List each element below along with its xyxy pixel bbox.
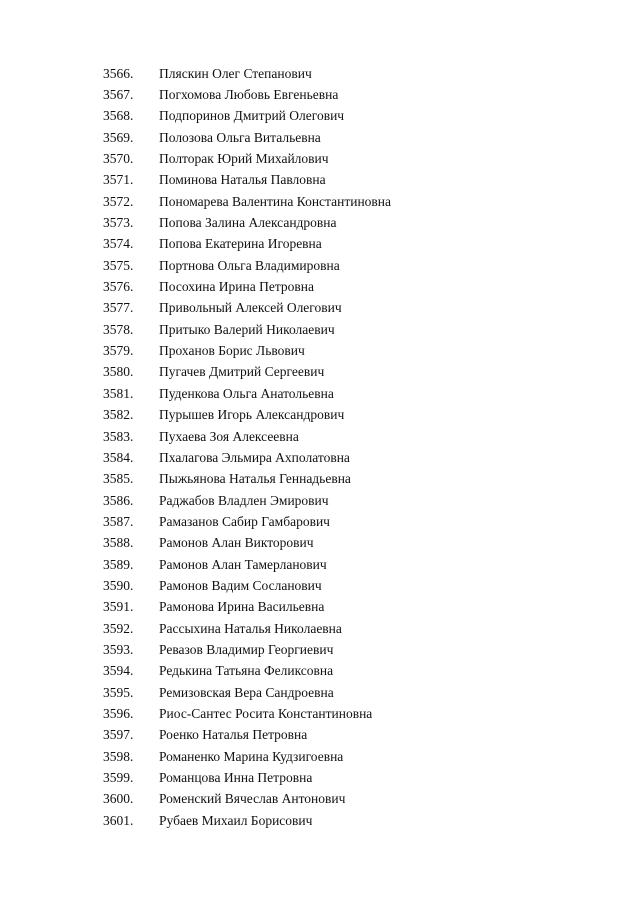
entry-number: 3573. (103, 215, 134, 231)
list-item (0, 106, 640, 127)
entry-number: 3584. (103, 449, 134, 465)
entry-number: 3580. (103, 364, 134, 380)
numbered-name-list (0, 63, 640, 831)
list-item (0, 490, 640, 511)
list-item (0, 725, 640, 746)
list-item (0, 661, 640, 682)
entry-number: 3589. (103, 556, 134, 572)
list-item (0, 533, 640, 554)
entry-name: Ремизовская Вера Сандроевна (159, 684, 334, 700)
list-item (0, 255, 640, 276)
entry-name: Поминова Наталья Павловна (159, 172, 326, 188)
entry-name: Пляскин Олег Степанович (159, 65, 312, 81)
entry-name: Пухаева Зоя Алексеевна (159, 428, 299, 444)
entry-name: Рамонов Алан Тамерланович (159, 556, 327, 572)
entry-number: 3592. (103, 620, 134, 636)
list-item (0, 148, 640, 169)
entry-number: 3596. (103, 705, 134, 721)
list-item (0, 682, 640, 703)
entry-number: 3581. (103, 385, 134, 401)
entry-number: 3571. (103, 172, 134, 188)
entry-number: 3590. (103, 577, 134, 593)
entry-number: 3601. (103, 812, 134, 828)
entry-name: Рассыхина Наталья Николаевна (159, 620, 342, 636)
list-item (0, 340, 640, 361)
entry-number: 3585. (103, 471, 134, 487)
list-item (0, 298, 640, 319)
entry-number: 3587. (103, 513, 134, 529)
entry-name: Проханов Борис Львович (159, 343, 305, 359)
list-item (0, 789, 640, 810)
list-item (0, 746, 640, 767)
entry-name: Рамонова Ирина Васильевна (159, 599, 325, 615)
entry-name: Погхомова Любовь Евгеньевна (159, 87, 339, 103)
entry-number: 3569. (103, 129, 134, 145)
entry-name: Романцова Инна Петровна (159, 770, 313, 786)
list-item (0, 597, 640, 618)
entry-number: 3586. (103, 492, 134, 508)
entry-number: 3578. (103, 321, 134, 337)
entry-number: 3588. (103, 535, 134, 551)
list-item (0, 767, 640, 788)
entry-name: Рамазанов Сабир Гамбарович (159, 513, 330, 529)
list-item (0, 554, 640, 575)
entry-name: Пхалагова Эльмира Ахполатовна (159, 449, 350, 465)
list-item (0, 234, 640, 255)
entry-name: Пугачев Дмитрий Сергеевич (159, 364, 325, 380)
entry-name: Посохина Ирина Петровна (159, 279, 315, 295)
entry-name: Рубаев Михаил Борисович (159, 812, 313, 828)
list-item (0, 276, 640, 297)
entry-number: 3567. (103, 87, 134, 103)
entry-name: Рамонов Алан Викторович (159, 535, 314, 551)
entry-name: Притыко Валерий Николаевич (159, 321, 335, 337)
entry-number: 3583. (103, 428, 134, 444)
list-item (0, 426, 640, 447)
entry-number: 3579. (103, 343, 134, 359)
list-item (0, 575, 640, 596)
list-item (0, 639, 640, 660)
entry-name: Риос-Сантес Росита Константиновна (159, 705, 373, 721)
entry-number: 3594. (103, 663, 134, 679)
entry-number: 3599. (103, 770, 134, 786)
list-item (0, 84, 640, 105)
entry-name: Попова Екатерина Игоревна (159, 236, 322, 252)
entry-name: Попова Залина Александровна (159, 215, 337, 231)
list-item (0, 63, 640, 84)
entry-name: Привольный Алексей Олегович (159, 300, 342, 316)
entry-number: 3572. (103, 193, 134, 209)
entry-name: Пуденкова Ольга Анатольевна (159, 385, 334, 401)
list-item (0, 319, 640, 340)
entry-name: Редькина Татьяна Феликсовна (159, 663, 334, 679)
entry-number: 3570. (103, 151, 134, 167)
entry-name: Полозова Ольга Витальевна (159, 129, 321, 145)
entry-name: Пурышев Игорь Александрович (159, 407, 345, 423)
entry-name: Подпоринов Дмитрий Олегович (159, 108, 345, 124)
entry-number: 3576. (103, 279, 134, 295)
list-item (0, 618, 640, 639)
entry-number: 3595. (103, 684, 134, 700)
entry-number: 3574. (103, 236, 134, 252)
entry-name: Портнова Ольга Владимировна (159, 257, 340, 273)
entry-number: 3582. (103, 407, 134, 423)
entry-number: 3597. (103, 727, 134, 743)
list-item (0, 511, 640, 532)
list-item (0, 191, 640, 212)
entry-name: Рамонов Вадим Сосланович (159, 577, 322, 593)
list-item (0, 447, 640, 468)
entry-number: 3577. (103, 300, 134, 316)
list-item (0, 405, 640, 426)
list-item (0, 383, 640, 404)
entry-name: Ревазов Владимир Георгиевич (159, 641, 334, 657)
list-item (0, 703, 640, 724)
entry-name: Полторак Юрий Михайлович (159, 151, 329, 167)
entry-name: Роменский Вячеслав Антонович (159, 791, 346, 807)
entry-number: 3598. (103, 748, 134, 764)
list-item (0, 810, 640, 831)
list-item (0, 469, 640, 490)
entry-name: Романенко Марина Кудзигоевна (159, 748, 344, 764)
entry-name: Пыжьянова Наталья Геннадьевна (159, 471, 351, 487)
entry-number: 3600. (103, 791, 134, 807)
entry-number: 3575. (103, 257, 134, 273)
list-item (0, 212, 640, 233)
entry-number: 3566. (103, 65, 134, 81)
entry-number: 3568. (103, 108, 134, 124)
entry-number: 3591. (103, 599, 134, 615)
entry-number: 3593. (103, 641, 134, 657)
list-item (0, 170, 640, 191)
entry-name: Раджабов Владлен Эмирович (159, 492, 329, 508)
list-item (0, 127, 640, 148)
list-item (0, 362, 640, 383)
entry-name: Роенко Наталья Петровна (159, 727, 308, 743)
entry-name: Пономарева Валентина Константиновна (159, 193, 392, 209)
